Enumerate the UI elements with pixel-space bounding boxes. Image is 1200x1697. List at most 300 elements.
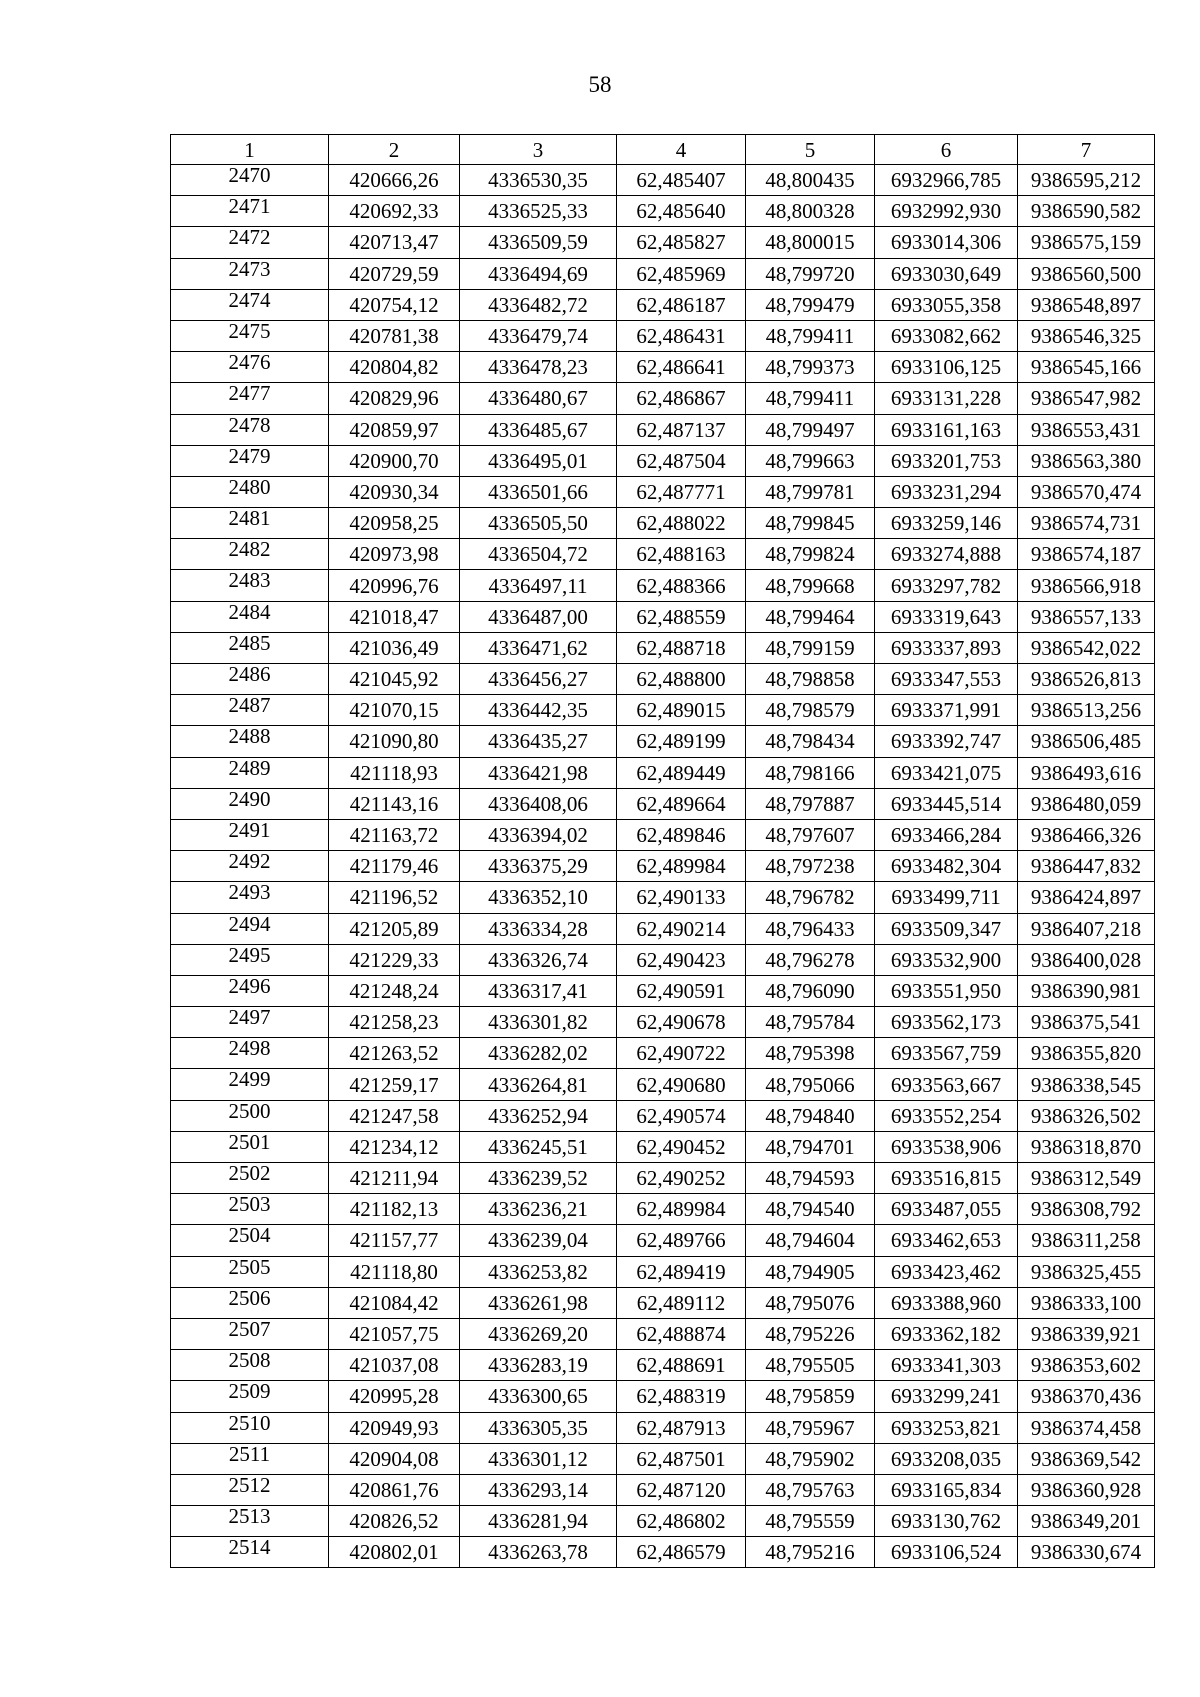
table-row — [171, 1100, 1155, 1131]
table-row — [171, 819, 1155, 850]
table-cell-col-6: 6933567,759 — [875, 1038, 1018, 1069]
table-cell-col-4: 62,489846 — [617, 819, 746, 850]
table-cell-col-5: 48,796278 — [746, 944, 875, 975]
column-header-2: 2 — [329, 135, 460, 165]
table-row — [171, 757, 1155, 788]
table-cell-col-4: 62,490722 — [617, 1038, 746, 1069]
table-cell-col-6: 6933319,643 — [875, 601, 1018, 632]
table-cell-col-1: 2470 — [171, 165, 329, 196]
table-cell-col-4: 62,485640 — [617, 196, 746, 227]
table-cell-col-2: 420930,34 — [329, 476, 460, 507]
table-row — [171, 788, 1155, 819]
table-cell-col-4: 62,489984 — [617, 851, 746, 882]
table-cell-col-3: 4336245,51 — [460, 1131, 617, 1162]
table-cell-col-6: 6933208,035 — [875, 1443, 1018, 1474]
table-row — [171, 1381, 1155, 1412]
table-cell-col-6: 6933337,893 — [875, 632, 1018, 663]
table-cell-col-5: 48,795216 — [746, 1537, 875, 1568]
table-cell-col-3: 4336239,52 — [460, 1163, 617, 1194]
table-cell-col-4: 62,490214 — [617, 913, 746, 944]
table-cell-col-3: 4336301,82 — [460, 1007, 617, 1038]
table-cell-col-6: 6932966,785 — [875, 165, 1018, 196]
table-cell-col-7: 9386447,832 — [1018, 851, 1155, 882]
table-cell-col-7: 9386333,100 — [1018, 1287, 1155, 1318]
table-cell-col-2: 420666,26 — [329, 165, 460, 196]
table-row — [171, 1038, 1155, 1069]
table-cell-col-5: 48,799668 — [746, 570, 875, 601]
table-cell-col-4: 62,489664 — [617, 788, 746, 819]
table-cell-col-2: 421090,80 — [329, 726, 460, 757]
table-cell-col-1: 2511 — [171, 1443, 329, 1474]
table-row — [171, 320, 1155, 351]
table-cell-col-1: 2496 — [171, 975, 329, 1006]
table-cell-col-1: 2500 — [171, 1100, 329, 1131]
table-cell-col-1: 2477 — [171, 383, 329, 414]
table-cell-col-7: 9386369,542 — [1018, 1443, 1155, 1474]
table-cell-col-5: 48,798166 — [746, 757, 875, 788]
table-cell-col-3: 4336478,23 — [460, 352, 617, 383]
table-row — [171, 1256, 1155, 1287]
table-cell-col-2: 420692,33 — [329, 196, 460, 227]
table-cell-col-2: 420781,38 — [329, 320, 460, 351]
table-cell-col-4: 62,488559 — [617, 601, 746, 632]
table-cell-col-1: 2488 — [171, 726, 329, 757]
table-cell-col-6: 6933362,182 — [875, 1318, 1018, 1349]
table-cell-col-5: 48,795066 — [746, 1069, 875, 1100]
table-cell-col-1: 2506 — [171, 1287, 329, 1318]
table-cell-col-2: 421211,94 — [329, 1163, 460, 1194]
table-cell-col-2: 421143,16 — [329, 788, 460, 819]
table-cell-col-3: 4336281,94 — [460, 1506, 617, 1537]
table-cell-col-1: 2475 — [171, 320, 329, 351]
table-cell-col-1: 2504 — [171, 1225, 329, 1256]
table-cell-col-5: 48,795784 — [746, 1007, 875, 1038]
table-cell-col-2: 421179,46 — [329, 851, 460, 882]
table-row — [171, 882, 1155, 913]
table-header — [171, 135, 1155, 165]
table-cell-col-1: 2472 — [171, 227, 329, 258]
table-cell-col-4: 62,489419 — [617, 1256, 746, 1287]
table-cell-col-3: 4336530,35 — [460, 165, 617, 196]
table-cell-col-4: 62,490423 — [617, 944, 746, 975]
table-cell-col-1: 2480 — [171, 476, 329, 507]
table-cell-col-3: 4336456,27 — [460, 664, 617, 695]
table-cell-col-6: 6933130,762 — [875, 1506, 1018, 1537]
column-header-4: 4 — [617, 135, 746, 165]
column-header-5: 5 — [746, 135, 875, 165]
table-cell-col-3: 4336305,35 — [460, 1412, 617, 1443]
table-cell-col-4: 62,490591 — [617, 975, 746, 1006]
table-cell-col-6: 6933231,294 — [875, 476, 1018, 507]
table-cell-col-5: 48,798579 — [746, 695, 875, 726]
table-row — [171, 227, 1155, 258]
table-cell-col-7: 9386353,602 — [1018, 1350, 1155, 1381]
table-cell-col-4: 62,490680 — [617, 1069, 746, 1100]
table-cell-col-7: 9386493,616 — [1018, 757, 1155, 788]
table-cell-col-2: 421258,23 — [329, 1007, 460, 1038]
table-cell-col-3: 4336505,50 — [460, 508, 617, 539]
table-cell-col-1: 2478 — [171, 414, 329, 445]
table-cell-col-3: 4336408,06 — [460, 788, 617, 819]
table-cell-col-5: 48,800015 — [746, 227, 875, 258]
table-cell-col-7: 9386312,549 — [1018, 1163, 1155, 1194]
table-cell-col-1: 2507 — [171, 1318, 329, 1349]
table-cell-col-2: 421018,47 — [329, 601, 460, 632]
table-cell-col-3: 4336352,10 — [460, 882, 617, 913]
table-cell-col-5: 48,795505 — [746, 1350, 875, 1381]
table-cell-col-7: 9386560,500 — [1018, 258, 1155, 289]
table-cell-col-6: 6933371,991 — [875, 695, 1018, 726]
table-cell-col-1: 2476 — [171, 352, 329, 383]
table-cell-col-7: 9386466,326 — [1018, 819, 1155, 850]
table-row — [171, 476, 1155, 507]
table-cell-col-2: 421234,12 — [329, 1131, 460, 1162]
table-cell-col-2: 420729,59 — [329, 258, 460, 289]
table-row — [171, 1287, 1155, 1318]
table-cell-col-3: 4336326,74 — [460, 944, 617, 975]
table-cell-col-4: 62,490452 — [617, 1131, 746, 1162]
table-cell-col-5: 48,794593 — [746, 1163, 875, 1194]
table-cell-col-6: 6933499,711 — [875, 882, 1018, 913]
table-cell-col-1: 2513 — [171, 1506, 329, 1537]
table-cell-col-3: 4336301,12 — [460, 1443, 617, 1474]
table-body — [171, 165, 1155, 1568]
table-cell-col-4: 62,488691 — [617, 1350, 746, 1381]
table-cell-col-6: 6933297,782 — [875, 570, 1018, 601]
table-cell-col-7: 9386326,502 — [1018, 1100, 1155, 1131]
table-row — [171, 913, 1155, 944]
table-cell-col-7: 9386557,133 — [1018, 601, 1155, 632]
table-cell-col-5: 48,795763 — [746, 1474, 875, 1505]
table-cell-col-2: 421037,08 — [329, 1350, 460, 1381]
table-cell-col-1: 2492 — [171, 851, 329, 882]
table-cell-col-5: 48,799781 — [746, 476, 875, 507]
table-cell-col-6: 6933516,815 — [875, 1163, 1018, 1194]
table-cell-col-6: 6933423,462 — [875, 1256, 1018, 1287]
table-cell-col-7: 9386424,897 — [1018, 882, 1155, 913]
table-row — [171, 1474, 1155, 1505]
table-cell-col-1: 2485 — [171, 632, 329, 663]
table-cell-col-7: 9386330,674 — [1018, 1537, 1155, 1568]
table-cell-col-4: 62,486867 — [617, 383, 746, 414]
table-cell-col-2: 421196,52 — [329, 882, 460, 913]
table-cell-col-7: 9386547,982 — [1018, 383, 1155, 414]
table-cell-col-7: 9386349,201 — [1018, 1506, 1155, 1537]
table-cell-col-3: 4336394,02 — [460, 819, 617, 850]
table-cell-col-5: 48,794905 — [746, 1256, 875, 1287]
table-cell-col-2: 421045,92 — [329, 664, 460, 695]
table-cell-col-3: 4336501,66 — [460, 476, 617, 507]
table-cell-col-2: 421259,17 — [329, 1069, 460, 1100]
column-header-7: 7 — [1018, 135, 1155, 165]
table-cell-col-3: 4336525,33 — [460, 196, 617, 227]
column-header-6: 6 — [875, 135, 1018, 165]
table-cell-col-7: 9386545,166 — [1018, 352, 1155, 383]
table-cell-col-6: 6933030,649 — [875, 258, 1018, 289]
table-cell-col-7: 9386563,380 — [1018, 445, 1155, 476]
table-row — [171, 383, 1155, 414]
table-cell-col-7: 9386526,813 — [1018, 664, 1155, 695]
table-cell-col-7: 9386375,541 — [1018, 1007, 1155, 1038]
table-cell-col-5: 48,798858 — [746, 664, 875, 695]
table-cell-col-2: 420973,98 — [329, 539, 460, 570]
table-cell-col-2: 421263,52 — [329, 1038, 460, 1069]
table-cell-col-1: 2481 — [171, 508, 329, 539]
table-cell-col-2: 420996,76 — [329, 570, 460, 601]
table-cell-col-5: 48,795398 — [746, 1038, 875, 1069]
table-cell-col-3: 4336236,21 — [460, 1194, 617, 1225]
table-row — [171, 445, 1155, 476]
table-cell-col-4: 62,489015 — [617, 695, 746, 726]
coordinates-table — [170, 134, 1155, 1568]
table-cell-col-1: 2497 — [171, 1007, 329, 1038]
table-cell-col-2: 420804,82 — [329, 352, 460, 383]
table-cell-col-6: 6933341,303 — [875, 1350, 1018, 1381]
table-row — [171, 414, 1155, 445]
table-cell-col-6: 6933462,653 — [875, 1225, 1018, 1256]
table-cell-col-1: 2479 — [171, 445, 329, 476]
table-cell-col-5: 48,795967 — [746, 1412, 875, 1443]
table-cell-col-2: 421118,80 — [329, 1256, 460, 1287]
table-cell-col-7: 9386513,256 — [1018, 695, 1155, 726]
table-cell-col-6: 6933201,753 — [875, 445, 1018, 476]
table-cell-col-7: 9386318,870 — [1018, 1131, 1155, 1162]
table-cell-col-5: 48,799845 — [746, 508, 875, 539]
table-cell-col-6: 6933487,055 — [875, 1194, 1018, 1225]
table-cell-col-2: 421182,13 — [329, 1194, 460, 1225]
table-cell-col-7: 9386570,474 — [1018, 476, 1155, 507]
table-cell-col-6: 6933562,173 — [875, 1007, 1018, 1038]
table-cell-col-6: 6933131,228 — [875, 383, 1018, 414]
table-cell-col-3: 4336442,35 — [460, 695, 617, 726]
table-cell-col-2: 421057,75 — [329, 1318, 460, 1349]
table-cell-col-3: 4336317,41 — [460, 975, 617, 1006]
table-row — [171, 570, 1155, 601]
table-cell-col-6: 6933509,347 — [875, 913, 1018, 944]
table-cell-col-7: 9386566,918 — [1018, 570, 1155, 601]
table-cell-col-7: 9386590,582 — [1018, 196, 1155, 227]
table-cell-col-2: 421205,89 — [329, 913, 460, 944]
table-cell-col-6: 6933538,906 — [875, 1131, 1018, 1162]
table-cell-col-2: 420829,96 — [329, 383, 460, 414]
table-cell-col-6: 6933551,950 — [875, 975, 1018, 1006]
table-cell-col-2: 421229,33 — [329, 944, 460, 975]
table-cell-col-4: 62,487771 — [617, 476, 746, 507]
table-cell-col-6: 6933259,146 — [875, 508, 1018, 539]
table-cell-col-7: 9386374,458 — [1018, 1412, 1155, 1443]
header-row — [171, 135, 1155, 165]
table-cell-col-4: 62,490574 — [617, 1100, 746, 1131]
table-cell-col-1: 2503 — [171, 1194, 329, 1225]
table-cell-col-4: 62,486579 — [617, 1537, 746, 1568]
table-cell-col-6: 6933347,553 — [875, 664, 1018, 695]
table-cell-col-6: 6933161,163 — [875, 414, 1018, 445]
table-cell-col-1: 2510 — [171, 1412, 329, 1443]
table-cell-col-1: 2482 — [171, 539, 329, 570]
table-cell-col-5: 48,795859 — [746, 1381, 875, 1412]
table-cell-col-2: 420713,47 — [329, 227, 460, 258]
table-cell-col-1: 2509 — [171, 1381, 329, 1412]
table-cell-col-1: 2493 — [171, 882, 329, 913]
table-cell-col-2: 421118,93 — [329, 757, 460, 788]
table-cell-col-7: 9386390,981 — [1018, 975, 1155, 1006]
table-cell-col-5: 48,800328 — [746, 196, 875, 227]
table-cell-col-4: 62,488800 — [617, 664, 746, 695]
table-cell-col-2: 420958,25 — [329, 508, 460, 539]
table-cell-col-4: 62,489766 — [617, 1225, 746, 1256]
table-cell-col-2: 421163,72 — [329, 819, 460, 850]
table-cell-col-5: 48,795559 — [746, 1506, 875, 1537]
table-cell-col-6: 6933392,747 — [875, 726, 1018, 757]
table-cell-col-6: 6933055,358 — [875, 289, 1018, 320]
table-row — [171, 1506, 1155, 1537]
table-cell-col-6: 6933482,304 — [875, 851, 1018, 882]
table-cell-col-5: 48,796782 — [746, 882, 875, 913]
table-cell-col-1: 2490 — [171, 788, 329, 819]
table-cell-col-3: 4336252,94 — [460, 1100, 617, 1131]
table-cell-col-4: 62,490133 — [617, 882, 746, 913]
table-cell-col-5: 48,796433 — [746, 913, 875, 944]
table-row — [171, 539, 1155, 570]
table-row — [171, 289, 1155, 320]
table-cell-col-6: 6933165,834 — [875, 1474, 1018, 1505]
table-cell-col-1: 2489 — [171, 757, 329, 788]
table-row — [171, 664, 1155, 695]
table-cell-col-3: 4336334,28 — [460, 913, 617, 944]
table-cell-col-3: 4336282,02 — [460, 1038, 617, 1069]
table-row — [171, 1350, 1155, 1381]
table-row — [171, 975, 1155, 1006]
table-cell-col-6: 6933421,075 — [875, 757, 1018, 788]
table-cell-col-5: 48,794701 — [746, 1131, 875, 1162]
table-cell-col-7: 9386360,928 — [1018, 1474, 1155, 1505]
table-cell-col-7: 9386407,218 — [1018, 913, 1155, 944]
table-cell-col-2: 420754,12 — [329, 289, 460, 320]
table-row — [171, 352, 1155, 383]
table-cell-col-1: 2501 — [171, 1131, 329, 1162]
table-cell-col-3: 4336480,67 — [460, 383, 617, 414]
table-cell-col-5: 48,797607 — [746, 819, 875, 850]
table-cell-col-3: 4336504,72 — [460, 539, 617, 570]
table-cell-col-5: 48,799479 — [746, 289, 875, 320]
table-cell-col-4: 62,489199 — [617, 726, 746, 757]
table-row — [171, 196, 1155, 227]
table-cell-col-4: 62,486431 — [617, 320, 746, 351]
table-cell-col-3: 4336479,74 — [460, 320, 617, 351]
table-cell-col-3: 4336300,65 — [460, 1381, 617, 1412]
table-cell-col-1: 2512 — [171, 1474, 329, 1505]
table-cell-col-1: 2494 — [171, 913, 329, 944]
table-cell-col-5: 48,799824 — [746, 539, 875, 570]
table-cell-col-4: 62,485407 — [617, 165, 746, 196]
table-row — [171, 508, 1155, 539]
table-cell-col-4: 62,490252 — [617, 1163, 746, 1194]
table-cell-col-7: 9386370,436 — [1018, 1381, 1155, 1412]
table-cell-col-2: 420861,76 — [329, 1474, 460, 1505]
table-cell-col-4: 62,488163 — [617, 539, 746, 570]
table-row — [171, 944, 1155, 975]
table-cell-col-3: 4336239,04 — [460, 1225, 617, 1256]
table-cell-col-2: 420859,97 — [329, 414, 460, 445]
table-cell-col-1: 2486 — [171, 664, 329, 695]
table-cell-col-3: 4336263,78 — [460, 1537, 617, 1568]
table-cell-col-2: 421248,24 — [329, 975, 460, 1006]
table-cell-col-1: 2514 — [171, 1537, 329, 1568]
table-cell-col-5: 48,795076 — [746, 1287, 875, 1318]
table-cell-col-1: 2491 — [171, 819, 329, 850]
table-cell-col-7: 9386325,455 — [1018, 1256, 1155, 1287]
table-cell-col-6: 6933274,888 — [875, 539, 1018, 570]
table-row — [171, 165, 1155, 196]
table-row — [171, 258, 1155, 289]
table-cell-col-1: 2487 — [171, 695, 329, 726]
table-cell-col-3: 4336375,29 — [460, 851, 617, 882]
table-cell-col-7: 9386338,545 — [1018, 1069, 1155, 1100]
table-row — [171, 1194, 1155, 1225]
table-cell-col-1: 2505 — [171, 1256, 329, 1287]
table-cell-col-4: 62,486802 — [617, 1506, 746, 1537]
table-cell-col-3: 4336421,98 — [460, 757, 617, 788]
table-cell-col-6: 6933552,254 — [875, 1100, 1018, 1131]
table-cell-col-1: 2498 — [171, 1038, 329, 1069]
table-row — [171, 1131, 1155, 1162]
table-row — [171, 1412, 1155, 1443]
table-cell-col-3: 4336264,81 — [460, 1069, 617, 1100]
table-cell-col-1: 2474 — [171, 289, 329, 320]
table-cell-col-2: 420995,28 — [329, 1381, 460, 1412]
table-cell-col-6: 6933445,514 — [875, 788, 1018, 819]
table-cell-col-2: 420900,70 — [329, 445, 460, 476]
page-number: 58 — [588, 72, 612, 97]
table-cell-col-5: 48,794540 — [746, 1194, 875, 1225]
table-cell-col-4: 62,489112 — [617, 1287, 746, 1318]
table-cell-col-2: 421247,58 — [329, 1100, 460, 1131]
table-cell-col-1: 2502 — [171, 1163, 329, 1194]
table-cell-col-3: 4336253,82 — [460, 1256, 617, 1287]
table-cell-col-7: 9386546,325 — [1018, 320, 1155, 351]
table-cell-col-3: 4336269,20 — [460, 1318, 617, 1349]
table-cell-col-4: 62,489449 — [617, 757, 746, 788]
table-cell-col-5: 48,795902 — [746, 1443, 875, 1474]
table-cell-col-3: 4336293,14 — [460, 1474, 617, 1505]
table-cell-col-1: 2471 — [171, 196, 329, 227]
table-cell-col-7: 9386308,792 — [1018, 1194, 1155, 1225]
table-row — [171, 851, 1155, 882]
table-cell-col-5: 48,799497 — [746, 414, 875, 445]
table-cell-col-5: 48,796090 — [746, 975, 875, 1006]
table-cell-col-5: 48,797887 — [746, 788, 875, 819]
table-cell-col-4: 62,487137 — [617, 414, 746, 445]
table-cell-col-3: 4336509,59 — [460, 227, 617, 258]
table-cell-col-2: 421036,49 — [329, 632, 460, 663]
table-cell-col-1: 2483 — [171, 570, 329, 601]
column-header-1: 1 — [171, 135, 329, 165]
table-cell-col-4: 62,490678 — [617, 1007, 746, 1038]
table-cell-col-1: 2508 — [171, 1350, 329, 1381]
table-cell-col-3: 4336494,69 — [460, 258, 617, 289]
table-cell-col-1: 2499 — [171, 1069, 329, 1100]
table-row — [171, 1069, 1155, 1100]
table-cell-col-2: 420802,01 — [329, 1537, 460, 1568]
table-cell-col-3: 4336487,00 — [460, 601, 617, 632]
table-cell-col-7: 9386311,258 — [1018, 1225, 1155, 1256]
table-cell-col-7: 9386480,059 — [1018, 788, 1155, 819]
table-cell-col-4: 62,489984 — [617, 1194, 746, 1225]
table-cell-col-4: 62,487120 — [617, 1474, 746, 1505]
table-cell-col-6: 6933532,900 — [875, 944, 1018, 975]
table-cell-col-5: 48,794840 — [746, 1100, 875, 1131]
table-cell-col-4: 62,485827 — [617, 227, 746, 258]
